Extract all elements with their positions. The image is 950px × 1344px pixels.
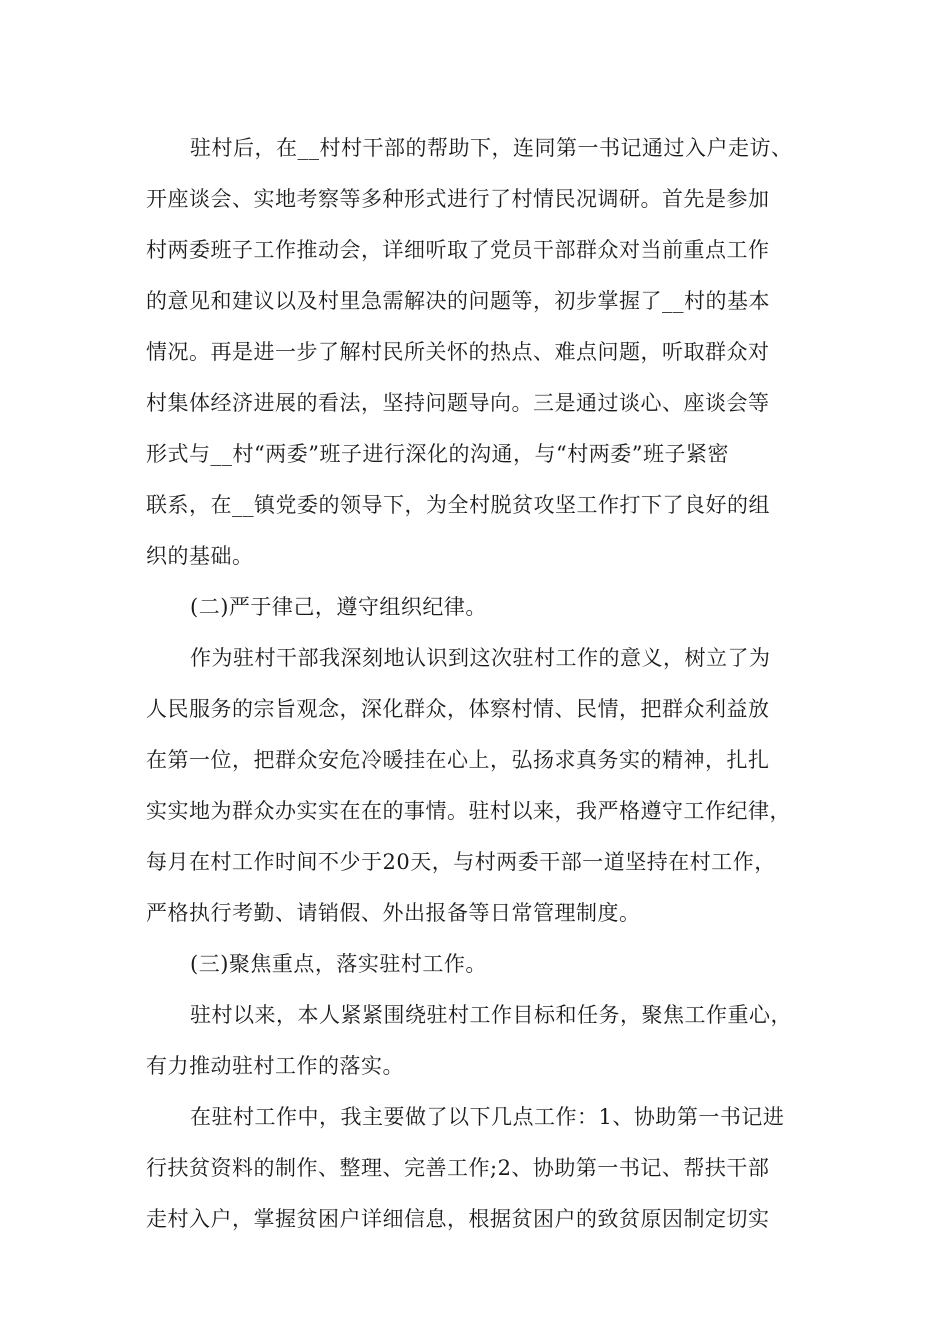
text-line: 每月在村工作时间不少于20天，与村两委干部一道坚持在村工作， xyxy=(146,850,776,874)
text-line: 作为驻村干部我深刻地认识到这次驻村工作的意义，树立了为 xyxy=(190,646,771,670)
text-line: 行扶贫资料的制作、整理、完善工作;2、协助第一书记、帮扶干部 xyxy=(146,1156,770,1180)
text-line: 联系，在__镇党委的领导下，为全村脱贫攻坚工作打下了良好的组 xyxy=(146,493,770,517)
text-line: 织的基础。 xyxy=(146,544,254,568)
text-line: 走村入户，掌握贫困户详细信息，根据贫困户的致贫原因制定切实 xyxy=(146,1207,770,1231)
text-line: 形式与__村“两委”班子进行深化的沟通，与“村两委”班子紧密 xyxy=(146,442,729,466)
text-line: 人民服务的宗旨观念，深化群众，体察村情、民情，把群众利益放 xyxy=(146,697,770,721)
text-line: 在驻村工作中，我主要做了以下几点工作：1、协助第一书记进 xyxy=(190,1105,785,1129)
text-line: 严格执行考勤、请销假、外出报备等日常管理制度。 xyxy=(146,901,641,925)
section-heading: (三)聚焦重点，落实驻村工作。 xyxy=(190,952,487,976)
text-line: 村集体经济进展的看法，坚持问题导向。三是通过谈心、座谈会等 xyxy=(146,391,770,415)
text-line: 驻村以来，本人紧紧围绕驻村工作目标和任务，聚焦工作重心， xyxy=(190,1003,792,1027)
text-line: 的意见和建议以及村里急需解决的问题等，初步掌握了__村的基本 xyxy=(146,289,770,313)
section-heading: (二)严于律己，遵守组织纪律。 xyxy=(190,595,487,619)
text-line: 情况。再是进一步了解村民所关怀的热点、难点问题，听取群众对 xyxy=(146,340,770,364)
text-line: 村两委班子工作推动会，详细听取了党员干部群众对当前重点工作 xyxy=(146,238,770,262)
text-line: 在第一位，把群众安危冷暖挂在心上，弘扬求真务实的精神，扎扎 xyxy=(146,748,770,772)
text-line: 驻村后，在__村村干部的帮助下，连同第一书记通过入户走访、 xyxy=(190,136,793,160)
text-line: 实实地为群众办实实在在的事情。驻村以来，我严格遵守工作纪律， xyxy=(146,799,791,823)
text-line: 开座谈会、实地考察等多种形式进行了村情民况调研。首先是参加 xyxy=(146,187,770,211)
text-line: 有力推动驻村工作的落实。 xyxy=(146,1054,404,1078)
